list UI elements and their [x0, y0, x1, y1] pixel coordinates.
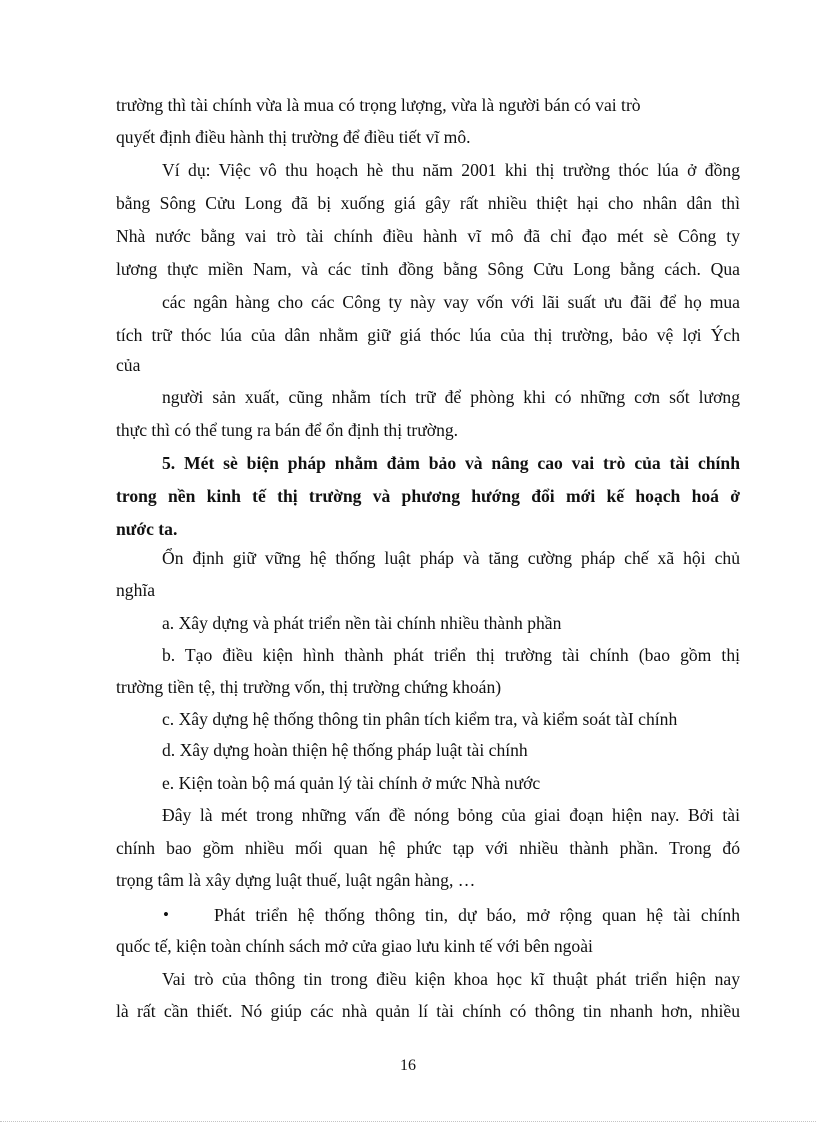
paragraph-line: thực thì có thể tung ra bán để ổn định thị trường.: [116, 420, 459, 440]
paragraph-line: nghĩa: [116, 580, 156, 600]
bullet-item-line: quốc tế, kiện toàn chính sách mở cửa giao lưu kinh tế với bên ngoài: [116, 936, 593, 956]
list-item: a. Xây dựng và phát triển nền tài chính nhiều thành phần: [162, 613, 562, 633]
paragraph-line: là rất cần thiết. Nó giúp các nhà quản lí tài chính có thông tin nhanh hơn, nhiều: [116, 1001, 740, 1021]
list-item: c. Xây dựng hệ thống thông tin phân tích kiểm tra, và kiểm soát tàI chính: [162, 709, 678, 729]
page-bottom-rule: [0, 1121, 816, 1122]
page-number: 16: [400, 1057, 416, 1074]
list-item: b. Tạo điều kiện hình thành phát triển thị trường tài chính (bao gồm thị: [162, 645, 740, 665]
paragraph-line: bằng Sông Cửu Long đã bị xuống giá gây rất nhiều thiệt hại cho nhân dân thì: [116, 193, 740, 213]
paragraph-line: tích trữ thóc lúa của dân nhằm giữ giá thóc lúa của thị trường, bảo vệ lợi Ých: [116, 325, 740, 345]
list-item: trường tiền tệ, thị trường vốn, thị trường chứng khoán): [116, 677, 502, 697]
paragraph-line: người sản xuất, cũng nhằm tích trữ để phòng khi có những cơn sốt lương: [162, 387, 740, 407]
paragraph-line: các ngân hàng cho các Công ty này vay vốn với lãi suất ưu đãi để họ mua: [162, 292, 740, 312]
paragraph-line: quyết định điều hành thị trường để điều tiết vĩ mô.: [116, 127, 471, 147]
paragraph-line: Đây là mét trong những vấn đề nóng bỏng của giai đoạn hiện nay. Bởi tài: [162, 805, 740, 825]
paragraph-line: trường thì tài chính vừa là mua có trọng lượng, vừa là người bán có vai trò: [116, 95, 641, 115]
paragraph-line: chính bao gồm nhiều mối quan hệ phức tạp với nhiều thành phần. Trong đó: [116, 838, 740, 858]
paragraph-line: Vai trò của thông tin trong điều kiện khoa học kĩ thuật phát triển hiện nay: [162, 969, 740, 989]
paragraph-line: của: [116, 355, 141, 375]
section-heading-line: nước ta.: [116, 519, 178, 539]
paragraph-line: Ổn định giữ vững hệ thống luật pháp và tăng cường pháp chế xã hội chủ: [162, 548, 740, 568]
paragraph-line: trọng tâm là xây dựng luật thuế, luật ngân hàng, …: [116, 870, 476, 890]
paragraph-line: Nhà nước bằng vai trò tài chính điều hành vĩ mô đã chỉ đạo mét sè Công ty: [116, 226, 740, 246]
bullet-icon: •: [163, 905, 169, 924]
list-item: e. Kiện toàn bộ má quản lý tài chính ở mức Nhà nước: [162, 773, 541, 793]
paragraph-line: lương thực miền Nam, và các tỉnh đồng bằng Sông Cửu Long bằng cách. Qua: [116, 259, 740, 279]
section-heading-line: trong nền kinh tế thị trường và phương hướng đổi mới kế hoạch hoá ở: [116, 486, 740, 506]
bullet-item-line: Phát triển hệ thống thông tin, dự báo, mở rộng quan hệ tài chính: [214, 905, 740, 925]
section-heading-line: 5. Mét sè biện pháp nhằm đảm bảo và nâng cao vai trò của tài chính: [162, 453, 740, 473]
list-item: d. Xây dựng hoàn thiện hệ thống pháp luật tài chính: [162, 740, 528, 760]
paragraph-line: Ví dụ: Việc vô thu hoạch hè thu năm 2001 khi thị trường thóc lúa ở đồng: [162, 160, 740, 180]
